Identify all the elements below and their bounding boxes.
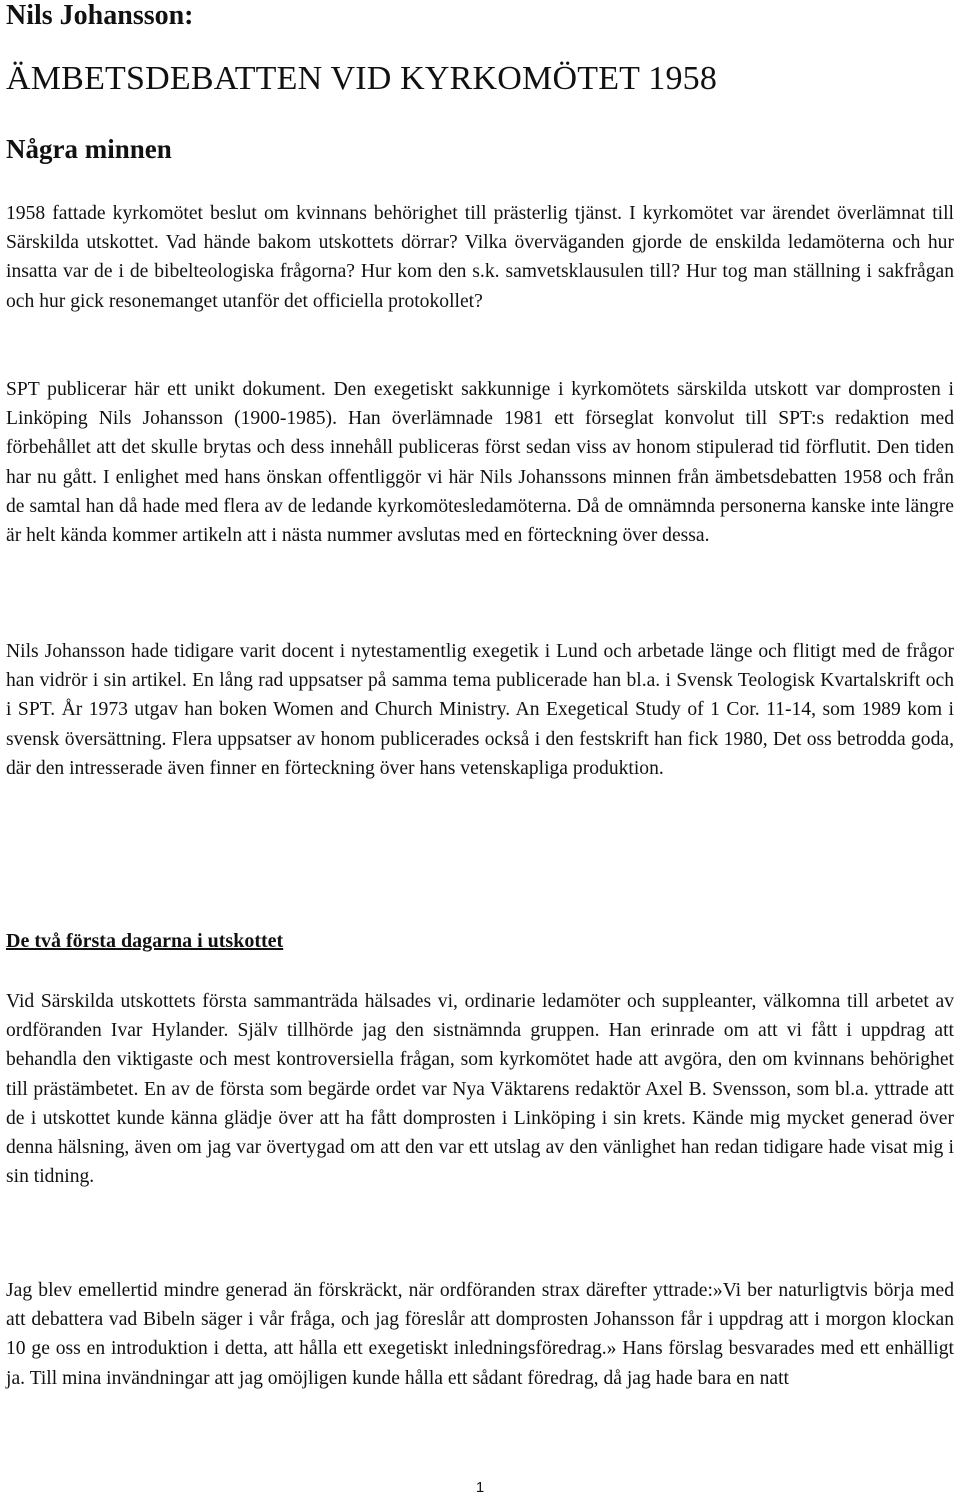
article-subtitle: Några minnen	[6, 134, 172, 164]
intro-paragraph: 1958 fattade kyrkomötet beslut om kvinnans behörighet till prästerlig tjänst. I kyrkomötet var ärendet överlämnat till Särskilda utskottet. Vad hände bakom utskottets dörrar? Vilka överväganden gjorde de enskilda ledamöterna och hur insatta var de i de bibelteologiska frågorna? Hur kom den s.k. samvetsklausulen till? Hur tog man ställning i sakfrågan och hur gick resonemanget utanför det officiella protokollet?	[6, 203, 954, 312]
author-name: Nils Johansson:	[6, 0, 194, 31]
section-paragraph: Jag blev emellertid mindre generad än förskräckt, när ordföranden strax därefter yttrade:»Vi ber naturligtvis börja med att debattera vad Bibeln säger i vår fråga, och jag föreslår att domprosten Johansson får i uppdrag att i morgon klockan 10 ge oss en introduktion i detta, att hålla ett exegetiskt inledningsföredrag.» Hans förslag besvarades med ett enhälligt ja. Till mina invändningar att jag omöjligen kunde hålla ett sådant föredrag, då jag hade bara en natt	[6, 1280, 954, 1389]
editorial-paragraph: SPT publicerar här ett unikt dokument. Den exegetiskt sakkunnige i kyrkomötets särskilda utskott var domprosten i Linköping Nils Johansson (1900-1985). Han överlämnade 1981 ett förseglat konvolut till SPT:s redaktion med förbehållet att det skulle brytas och dess innehåll publiceras först sedan viss av honom stipulerad tid förflutit. Den tiden har nu gått. I enlighet med hans önskan offentliggör vi här Nils Johanssons minnen från ämbetsdebatten 1958 och från de samtal han då hade med flera av de ledande kyrkomötesledamöterna. Då de omnämnda personerna kanske inte längre är helt kända kommer artikeln att i nästa nummer avslutas med en förteckning över dessa.	[6, 379, 954, 547]
section-heading: De två första dagarna i utskottet	[6, 930, 284, 952]
section-paragraph: Vid Särskilda utskottets första sammanträda hälsades vi, ordinarie ledamöter och suppleanter, välkomna till arbetet av ordföranden Ivar Hylander. Själv tillhörde jag den sistnämnda gruppen. Han erinrade om att vi fått i uppdrag att behandla den viktigaste och mest kontroversiella frågan, som kyrkomötet hade att avgöra, den om kvinnans behörighet till prästämbetet. En av de första som begärde ordet var Nya Väktarens redaktör Axel B. Svensson, som bl.a. yttrade att de i utskottet kunde känna glädje över att ha fått domprosten i Linköping i sin krets. Kände mig mycket generad över denna hälsning, även om jag var övertygad om att den var ett utslag av den vänlighet han redan tidigare hade visat mig i sin tidning.	[6, 991, 954, 1188]
biography-paragraph: Nils Johansson hade tidigare varit docent i nytestamentlig exegetik i Lund och arbetade länge och flitigt med de frågor han vidrör i sin artikel. En lång rad uppsatser på samma tema publicerade han bl.a. i Svensk Teologisk Kvartalskrift och i SPT. År 1973 utgav han boken Women and Church Ministry. An Exegetical Study of 1 Cor. 11-14, som 1989 kom i svensk översättning. Flera uppsatser av honom publicerades också i den festskrift han fick 1980, Det oss betrodda goda, där den intresserade även finner en förteckning över hans vetenskapliga produktion.	[6, 641, 954, 779]
page-number: 1	[475, 1479, 485, 1496]
article-title: ÄMBETSDEBATTEN VID KYRKOMÖTET 1958	[6, 60, 718, 97]
